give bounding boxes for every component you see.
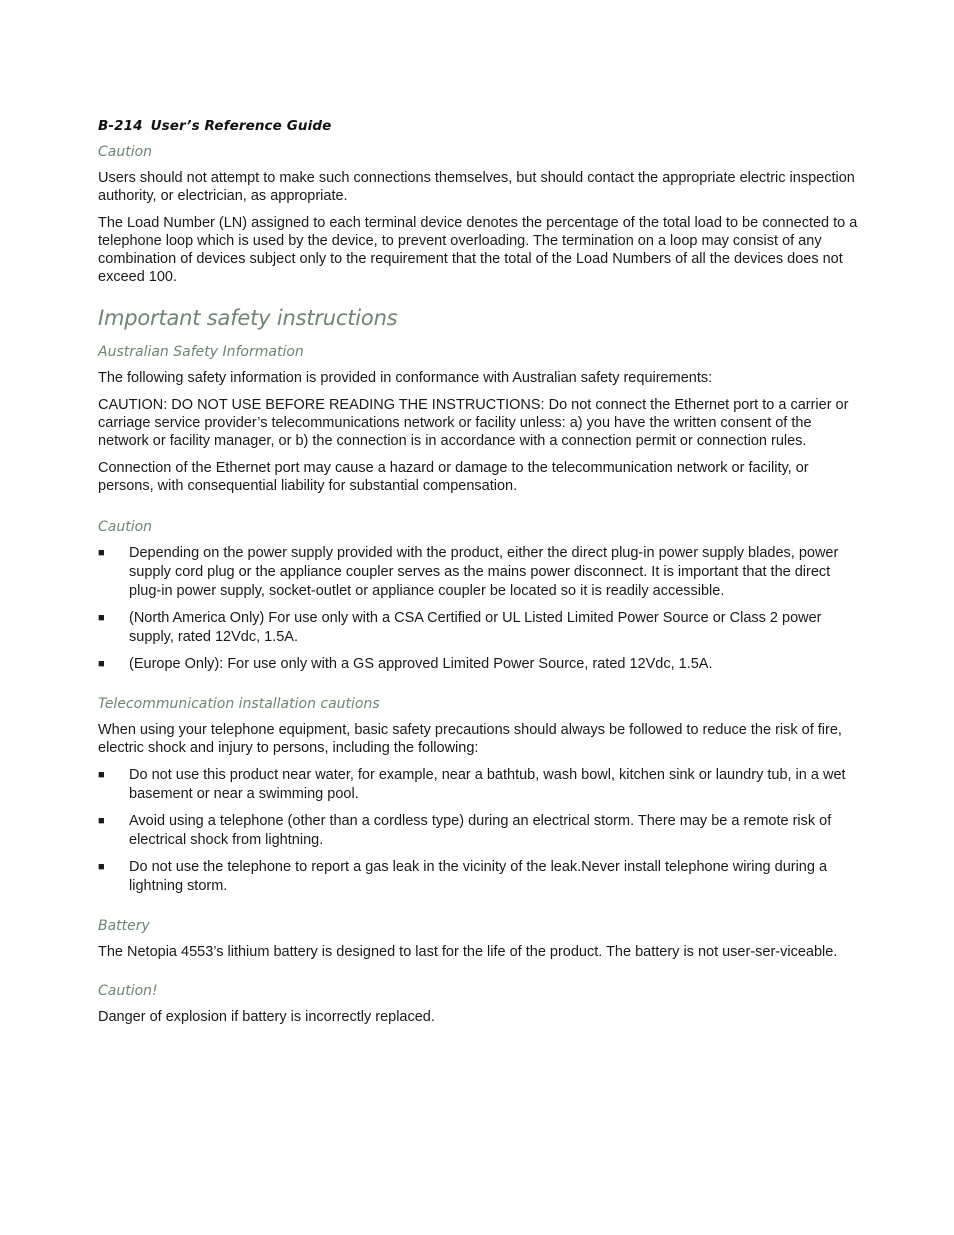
guide-title: User’s Reference Guide: [150, 118, 332, 134]
document-page: [98, 118, 858, 1035]
list-item: ■ (Europe Only): For use only with a GS approved Limited Power Source, rated 12Vdc, 1.5A.: [98, 656, 713, 672]
battery-heading: Battery: [98, 918, 150, 934]
caution-heading: Caution: [98, 144, 153, 160]
running-header: [98, 118, 858, 134]
australian-intro-paragraph: The following safety information is provided in conformance with Australian safety requirements:: [98, 370, 713, 386]
explosion-warning-paragraph: Danger of explosion if battery is incorrectly replaced.: [98, 1009, 435, 1025]
page-number: B-214: [98, 118, 143, 134]
ethernet-hazard-paragraph: Connection of the Ethernet port may cause a hazard or damage to the telecommunication network or facility, or persons, with consequential liability for substantial compensation.: [98, 460, 809, 494]
square-bullet-icon: ■: [98, 547, 105, 559]
square-bullet-icon: ■: [98, 861, 105, 873]
telecom-caution-list: [98, 766, 858, 896]
australian-caution-paragraph: CAUTION: DO NOT USE BEFORE READING THE INSTRUCTIONS: Do not connect the Ethernet port to a carrier or carriage service provider’s telecommunications network or facility unless: a) you have the written consent of the network or facility manager, or b) the connection is in accordance with a connection permit or connection rules.: [98, 397, 849, 449]
list-item: ■ Depending on the power supply provided with the product, either the direct plug-in power supply blades, power supply cord plug or the appliance coupler serves as the mains power disconnect. It is important that the direct plug-in power supply, socket-outlet or appliance coupler be located so it is readily accessible.: [98, 545, 839, 599]
square-bullet-icon: ■: [98, 612, 105, 624]
list-item: ■ (North America Only) For use only with a CSA Certified or UL Listed Limited Power Source or Class 2 power supply, rated 12Vdc, 1.5A.: [98, 610, 822, 645]
safety-instructions-heading: Important safety instructions: [98, 306, 398, 330]
telecom-cautions-heading: Telecommunication installation cautions: [98, 696, 380, 712]
list-item: ■ Avoid using a telephone (other than a cordless type) during an electrical storm. There may be a remote risk of electrical shock from lightning.: [98, 813, 832, 848]
caution-heading-2: Caution: [98, 519, 153, 535]
square-bullet-icon: ■: [98, 658, 105, 670]
square-bullet-icon: ■: [98, 815, 105, 827]
list-item: ■ Do not use the telephone to report a gas leak in the vicinity of the leak.Never install telephone wiring during a lightning storm.: [98, 859, 828, 894]
load-number-paragraph: The Load Number (LN) assigned to each terminal device denotes the percentage of the total load to be connected to a telephone loop which is used by the device, to prevent overloading. The termination on a loop may consist of any combination of devices subject only to the requirement that the total of the Load Numbers of all the devices does not exceed 100.: [98, 215, 858, 285]
square-bullet-icon: ■: [98, 769, 105, 781]
battery-caution-heading: Caution!: [98, 983, 158, 999]
power-caution-list: [98, 544, 858, 674]
caution-paragraph-1: Users should not attempt to make such connections themselves, but should contact the appropriate electric inspection authority, or electrician, as appropriate.: [98, 170, 855, 204]
telecom-intro-paragraph: When using your telephone equipment, basic safety precautions should always be followed to reduce the risk of fire, electric shock and injury to persons, including the following:: [98, 722, 842, 756]
australian-safety-heading: Australian Safety Information: [98, 344, 304, 360]
battery-paragraph: The Netopia 4553’s lithium battery is designed to last for the life of the product. The battery is not user-ser-viceable.: [98, 944, 838, 960]
list-item: ■ Do not use this product near water, for example, near a bathtub, wash bowl, kitchen sink or laundry tub, in a wet basement or near a swimming pool.: [98, 767, 846, 802]
